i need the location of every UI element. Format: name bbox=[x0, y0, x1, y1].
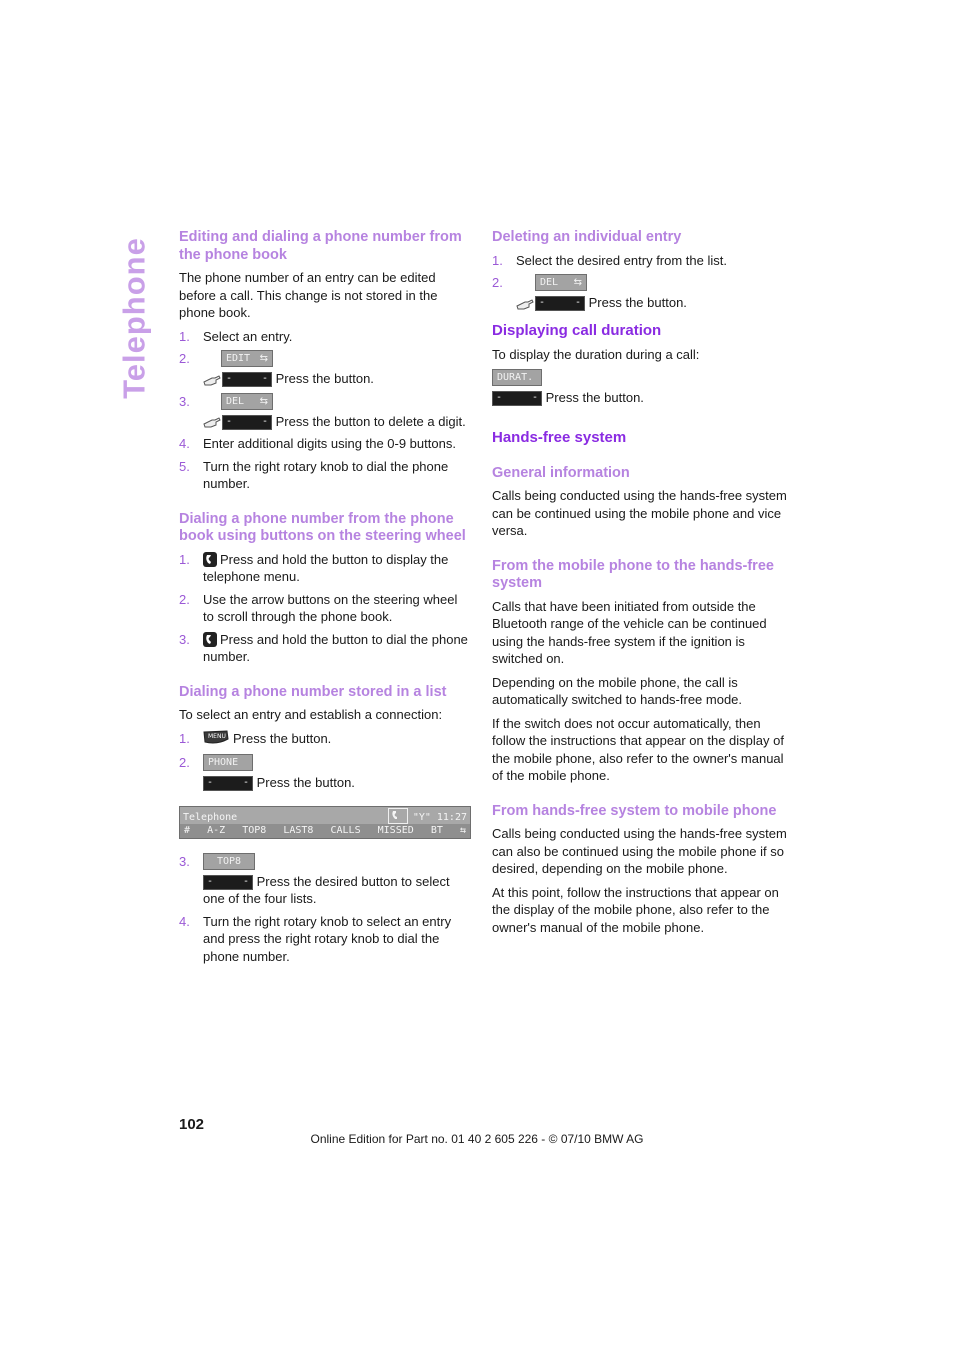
section-hands-free bbox=[492, 429, 787, 447]
section-mobile-to-handsfree bbox=[492, 558, 787, 785]
step-text: Turn the right rotary knob to select an entry and press the right rotary knob to dial the phone number. bbox=[203, 913, 452, 964]
section-heading: General information bbox=[492, 464, 630, 481]
display-tab[interactable]: CALLS bbox=[330, 824, 361, 836]
toggle-arrows-icon: ⇆ bbox=[259, 353, 268, 364]
step-text: Press the button. bbox=[233, 730, 332, 746]
section-heading: Dialing a phone number stored in a list bbox=[179, 683, 447, 700]
step-number: 2. bbox=[492, 275, 503, 290]
paragraph: At this point, follow the instructions that appear on the display of the mobile phone, also refer to the owner's manual of the mobile phone. bbox=[492, 884, 779, 935]
intro-text: To select an entry and establish a connection: bbox=[179, 707, 443, 722]
list-item bbox=[179, 754, 471, 792]
step-text: Turn the right rotary knob to dial the phone number. bbox=[203, 458, 449, 491]
steps-list bbox=[179, 730, 471, 792]
step-text: Press and hold the button to dial the phone number. bbox=[203, 631, 468, 664]
display-label: TOP8 bbox=[216, 855, 242, 867]
step-text: Select an entry. bbox=[203, 328, 293, 344]
section-editing-dialing bbox=[179, 229, 471, 493]
list-item bbox=[179, 393, 471, 431]
hand-pointer-icon bbox=[516, 297, 534, 311]
steps-list bbox=[179, 853, 471, 966]
right-column bbox=[492, 229, 787, 942]
steps-list bbox=[179, 551, 471, 666]
step-number: 5. bbox=[179, 458, 190, 474]
step-number: 1. bbox=[179, 551, 190, 567]
soft-key[interactable] bbox=[535, 296, 585, 311]
steps-list bbox=[179, 328, 471, 493]
list-item bbox=[179, 631, 471, 666]
display-label: EDIT bbox=[226, 353, 251, 364]
section-call-duration bbox=[492, 322, 787, 407]
toggle-arrows-icon[interactable]: ⇆ bbox=[459, 824, 466, 836]
step-number: 1. bbox=[492, 252, 503, 268]
display-tab[interactable]: LAST8 bbox=[283, 824, 314, 836]
list-item bbox=[179, 551, 471, 586]
hand-pointer-icon bbox=[203, 373, 221, 387]
section-heading: Deleting an individual entry bbox=[492, 229, 682, 245]
display-title: Telephone bbox=[183, 811, 238, 823]
soft-key[interactable] bbox=[222, 415, 272, 430]
hand-pointer-icon bbox=[203, 415, 221, 429]
edit-display-button[interactable] bbox=[221, 350, 273, 367]
step-text: Press the button. bbox=[275, 371, 374, 386]
del-display-button[interactable] bbox=[535, 274, 587, 291]
section-heading: From the mobile phone to the hands-free system bbox=[492, 557, 774, 591]
phone-display-button[interactable] bbox=[203, 754, 253, 771]
section-stored-list bbox=[179, 684, 471, 966]
footer-text: Online Edition for Part no. 01 40 2 605 226 - © 07/10 BMW AG bbox=[310, 1132, 644, 1146]
step-number: 4. bbox=[179, 436, 190, 451]
list-item bbox=[179, 350, 471, 388]
list-item bbox=[179, 435, 471, 453]
menu-icon-label: MENU bbox=[208, 732, 226, 740]
left-column bbox=[179, 229, 471, 971]
soft-key[interactable] bbox=[203, 776, 253, 791]
section-heading: Dialing a phone number from the phone book using buttons on the steering wheel bbox=[179, 510, 466, 544]
paragraph: Calls being conducted using the hands-free system can be continued using the mobile phone and vice versa. bbox=[492, 488, 787, 538]
step-number: 3. bbox=[179, 631, 190, 647]
telephone-menu-display bbox=[179, 806, 471, 839]
section-handsfree-to-mobile bbox=[492, 803, 787, 937]
display-tab[interactable]: A-Z bbox=[207, 824, 226, 836]
side-tab-label: Telephone bbox=[116, 236, 152, 399]
section-heading: Hands-free system bbox=[492, 428, 627, 446]
phone-handset-icon bbox=[388, 808, 408, 824]
section-heading: From hands-free system to mobile phone bbox=[492, 802, 777, 819]
paragraph: Depending on the mobile phone, the call is automatically switched to hands-free mode. bbox=[492, 674, 743, 707]
list-item bbox=[492, 252, 787, 270]
list-item bbox=[179, 591, 471, 626]
status-indicator: "Y" 11:27 bbox=[412, 811, 467, 823]
step-text: Use the arrow buttons on the steering wheel to scroll through the phone book. bbox=[203, 591, 458, 624]
intro-text: To display the duration during a call: bbox=[492, 346, 700, 362]
page-number: 102 bbox=[179, 1116, 205, 1133]
section-heading: Displaying call duration bbox=[492, 321, 662, 339]
duration-control bbox=[492, 369, 787, 407]
soft-key[interactable] bbox=[222, 372, 272, 387]
step-number: 3. bbox=[179, 853, 190, 869]
step-number: 3. bbox=[179, 393, 190, 409]
list-item bbox=[179, 730, 471, 750]
paragraph: Calls being conducted using the hands-free system can also be continued using the mobile phone if so desired, depending on the mobile phone. bbox=[492, 826, 787, 876]
step-number: 1. bbox=[179, 730, 190, 746]
paragraph: Calls that have been initiated from outside the Bluetooth range of the vehicle can be continued using the hands-free system if the ignition is switched on. bbox=[492, 598, 767, 666]
step-number: 2. bbox=[179, 755, 190, 770]
soft-key[interactable] bbox=[492, 391, 542, 406]
display-label: DEL bbox=[540, 277, 559, 288]
phone-handset-icon bbox=[203, 552, 217, 567]
step-text: Press the desired button to select one of the four lists. bbox=[203, 873, 450, 906]
list-item bbox=[492, 274, 787, 312]
display-tab[interactable]: MISSED bbox=[377, 824, 414, 836]
list-item bbox=[179, 458, 471, 493]
list-item bbox=[179, 328, 471, 346]
section-delete-entry bbox=[492, 229, 787, 312]
step-number: 2. bbox=[179, 351, 190, 366]
phone-handset-icon bbox=[203, 632, 217, 647]
display-tab[interactable]: # bbox=[184, 824, 191, 836]
step-number: 4. bbox=[179, 913, 190, 929]
toggle-arrows-icon: ⇆ bbox=[259, 395, 268, 407]
section-heading: Editing and dialing a phone number from the phone book bbox=[179, 229, 462, 263]
soft-key[interactable] bbox=[203, 875, 253, 890]
display-tab[interactable]: BT bbox=[430, 824, 443, 836]
step-text: Enter additional digits using the 0-9 buttons. bbox=[203, 436, 456, 451]
display-tab[interactable]: TOP8 bbox=[242, 824, 267, 836]
step-number: 1. bbox=[179, 328, 190, 344]
step-number: 2. bbox=[179, 591, 190, 607]
section-steering-wheel bbox=[179, 511, 471, 666]
display-label: PHONE bbox=[208, 757, 239, 768]
list-item bbox=[179, 853, 471, 908]
step-text: Press the button. bbox=[588, 295, 687, 310]
display-label: DEL bbox=[226, 395, 245, 407]
paragraph: If the switch does not occur automatically, then follow the instructions that appear on the display of the mobile phone, also refer to the owner's manual of the mobile phone. bbox=[492, 715, 784, 783]
del-display-button[interactable] bbox=[221, 393, 273, 410]
step-text: Press the button. bbox=[545, 390, 644, 405]
step-text: Press the button to delete a digit. bbox=[275, 413, 466, 429]
step-text: Select the desired entry from the list. bbox=[516, 252, 727, 268]
toggle-arrows-icon: ⇆ bbox=[573, 277, 582, 288]
step-text: Press and hold the button to display the telephone menu. bbox=[203, 551, 449, 584]
list-item bbox=[179, 913, 471, 966]
menu-button-icon[interactable] bbox=[203, 730, 229, 750]
steps-list bbox=[492, 252, 787, 312]
display-top-row bbox=[183, 809, 467, 823]
step-text: Press the button. bbox=[256, 775, 355, 790]
side-tab bbox=[116, 230, 152, 405]
top8-display-button[interactable] bbox=[203, 853, 255, 870]
duration-display-button[interactable] bbox=[492, 369, 542, 386]
display-tab-row bbox=[180, 824, 470, 838]
display-label: DURAT. bbox=[497, 372, 534, 383]
intro-text: The phone number of an entry can be edited before a call. This change is not stored in the phone book. bbox=[179, 270, 438, 320]
section-general-info bbox=[492, 465, 787, 540]
